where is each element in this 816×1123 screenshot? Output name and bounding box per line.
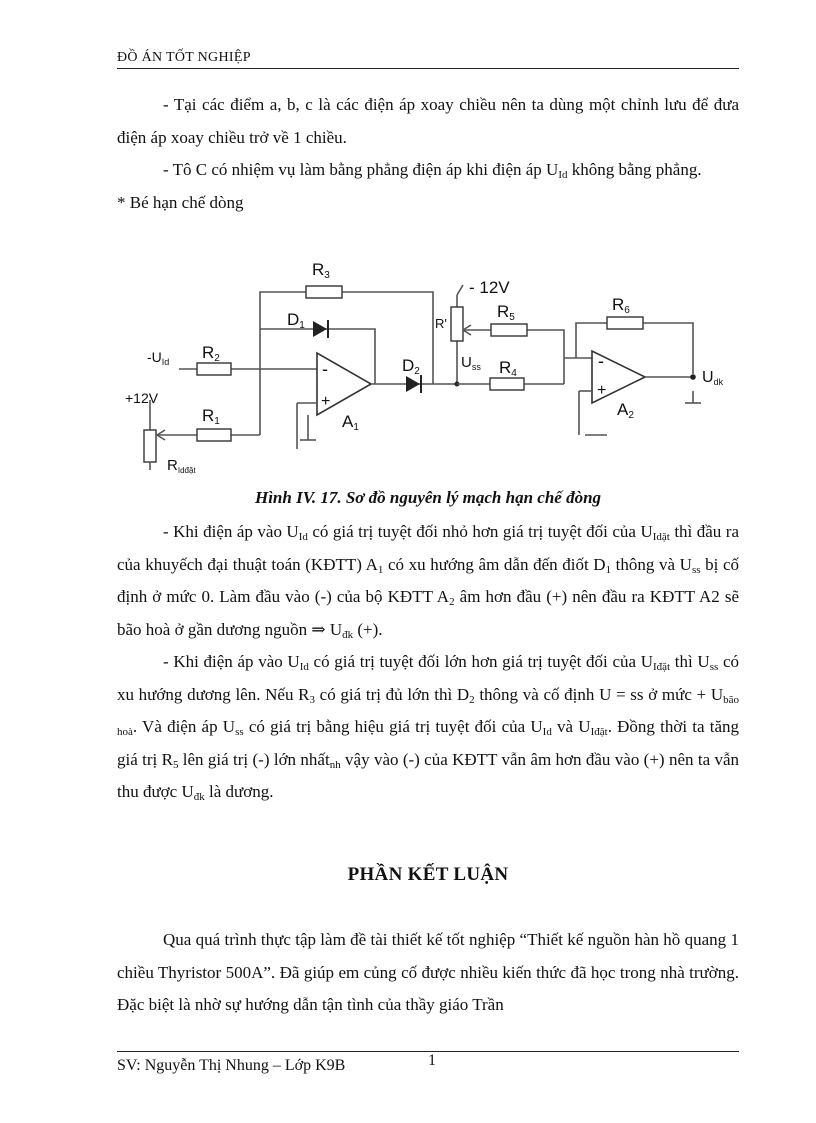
svg-text:+12V: +12V bbox=[125, 390, 159, 406]
resistor-r4 bbox=[490, 378, 524, 390]
body-paragraph-1: - Khi điện áp vào $U_{Id}$ có giá trị tuyệt đối nhỏ hơn giá trị tuyệt đối của $U_{Idặt}$ thì đầu ra của khuyếch đại thuật toán (KĐTT) $A_1$ có xu hướng âm dẫn đến điốt $D_1$ thông và $U_{ss}$ bị cố định ở mức 0. Làm đầu vào (-) của bộ KĐTT $A_2$ âm hơn đầu (+) nên đầu ra KĐTT A2 sẽ bão hoà ở gần dương nguồn ⇒ $U_{đk}$ (+). bbox=[117, 522, 739, 641]
svg-text:RIdđặt: $R_{Idđặt}$ bbox=[167, 457, 196, 475]
header-title: ĐỒ ÁN TỐT NGHIỆP bbox=[117, 50, 251, 65]
potentiometer-r-prime bbox=[451, 307, 463, 341]
current-limit-circuit-diagram bbox=[117, 255, 739, 483]
svg-text:+: + bbox=[321, 393, 331, 410]
svg-text:-: - bbox=[598, 351, 604, 371]
svg-text:-: - bbox=[322, 359, 328, 379]
svg-text:A1: A1 bbox=[342, 412, 359, 433]
intro-section bbox=[117, 89, 739, 219]
svg-text:- 12V: - 12V bbox=[469, 278, 510, 297]
intro-paragraph-2: - Tô C có nhiệm vụ làm bằng phẳng điện áp khi điện áp $U_{Id}$ không bằng phẳng. bbox=[163, 160, 702, 181]
potentiometer-ridat bbox=[144, 430, 156, 462]
svg-text:R': R' bbox=[435, 316, 447, 331]
diode-d1 bbox=[313, 321, 327, 337]
intro-paragraph-3: * Bé hạn chế dòng bbox=[117, 192, 244, 212]
svg-text:R4: R4 bbox=[499, 358, 517, 379]
intro-paragraph-1: - Tại các điểm a, b, c là các điện áp xoay chiều nên ta dùng một chỉnh lưu để đưa điện áp xoay chiều trở về 1 chiều. bbox=[117, 95, 739, 147]
resistor-r5 bbox=[491, 324, 527, 336]
resistor-r1 bbox=[197, 429, 231, 441]
svg-text:Udk: Udk bbox=[702, 369, 724, 387]
svg-text:R5: R5 bbox=[497, 302, 515, 323]
conclusion-paragraph: Qua quá trình thực tập làm đề tài thiết kế tốt nghiệp “Thiết kế nguồn hàn hồ quang 1 chiều Thyristor 500A”. Đã giúp em củng cố được nhiều kiến thức đã học trong nhà trường. Đặc biệt là nhờ sự hướng dẫn tận tình của thầy giáo Trần bbox=[117, 930, 739, 1014]
footer-student: SV: Nguyễn Thị Nhung – Lớp K9B bbox=[117, 1057, 346, 1074]
svg-text:R6: R6 bbox=[612, 295, 630, 316]
resistor-r2 bbox=[197, 363, 231, 375]
body-section bbox=[117, 516, 739, 809]
resistor-r3 bbox=[306, 286, 342, 298]
resistor-r6 bbox=[607, 317, 643, 329]
svg-text:-UId: $-U_{Id}$ bbox=[147, 349, 170, 367]
svg-text:A2: A2 bbox=[617, 400, 634, 421]
svg-text:D1: D1 bbox=[287, 310, 305, 331]
svg-text:R2: R2 bbox=[202, 343, 220, 364]
svg-text:R1: R1 bbox=[202, 406, 220, 427]
svg-text:D2: D2 bbox=[402, 356, 420, 377]
diode-d2 bbox=[406, 376, 420, 392]
figure-caption: Hình IV. 17. Sơ đồ nguyên lý mạch hạn chế đòng bbox=[254, 488, 602, 507]
conclusion-title: PHẦN KẾT LUẬN bbox=[347, 864, 509, 885]
body-paragraph-2: - Khi điện áp vào $U_{Id}$ có giá trị tuyệt đối lớn hơn giá trị tuyệt đối của $U_{Iđặt}$ thì $U_{ss}$ có xu hướng dương lên. Nếu $R_3$ có giá trị đủ lớn thì $D_2$ thông và cố định U = ss ở mức + $U_{bão hoà}$. Và điện áp $U_{ss}$ có giá trị bằng hiệu giá trị tuyệt đối của $U_{Id}$ và $U_{Iđặt}$. Đồng thời ta tăng giá trị $R_5$ lên giá trị (-) lớn nhất$_{nh}$ vậy vào (-) của KĐTT vẫn âm hơn đầu vào (+) nên ta vẫn thu được $U_{đk}$ là dương. bbox=[117, 652, 740, 803]
svg-text:R3: R3 bbox=[312, 260, 330, 281]
svg-text:+: + bbox=[597, 382, 607, 399]
header-rule bbox=[117, 68, 739, 69]
svg-text:Uss: $U_{ss}$ bbox=[461, 354, 481, 372]
conclusion-section bbox=[117, 924, 739, 1022]
page-number: 1 bbox=[428, 1052, 436, 1069]
